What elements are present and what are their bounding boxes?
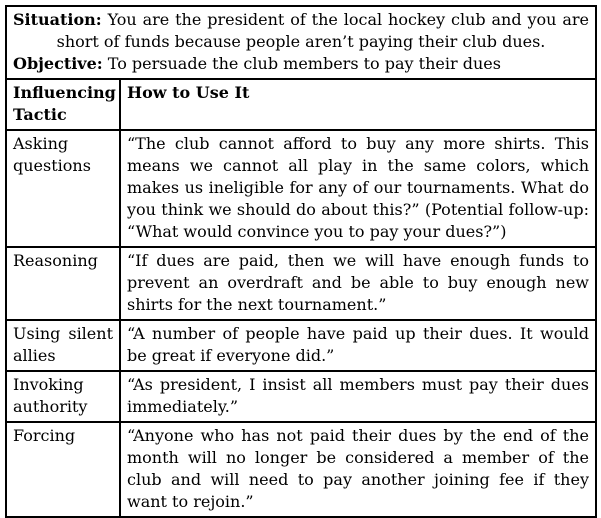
scenario-cell [6,6,596,79]
situation-paragraph [13,9,589,53]
scenario-header-row [6,6,596,79]
situation-label: Situation: [13,10,102,29]
usage-cell: “The club cannot afford to buy any more shirts. This means we cannot all play in the same colors, which makes us ineligible for any of our tournaments. What do you think we should do about this?” (Potential follow-up: “What would convince you to pay your dues?”) [120,130,596,247]
column-header-tactic: Influencing Tactic [6,79,120,130]
tactic-cell: Forcing [6,422,120,517]
influencing-tactics-table [5,5,597,518]
column-header-usage: How to Use It [120,79,596,130]
objective-label: Objective: [13,54,103,73]
objective-paragraph [13,53,589,75]
tactic-cell: Asking questions [6,130,120,247]
usage-cell: “As president, I insist all members must pay their dues immediately.” [120,371,596,422]
table-row [6,247,596,320]
table-row [6,371,596,422]
table-row [6,320,596,371]
usage-cell: “If dues are paid, then we will have enough funds to prevent an overdraft and be able to buy enough new shirts for the next tournament.” [120,247,596,320]
usage-cell: “Anyone who has not paid their dues by the end of the month will no longer be considered a member of the club and will need to pay another joining fee if they want to rejoin.” [120,422,596,517]
table-row [6,130,596,247]
tactic-cell: Using silent allies [6,320,120,371]
table-row [6,422,596,517]
tactic-cell: Invoking authority [6,371,120,422]
objective-text: To persuade the club members to pay their dues [107,54,501,73]
situation-text: You are the president of the local hockey club and you are short of funds because people aren’t paying their club dues. [56,10,589,51]
tactic-cell: Reasoning [6,247,120,320]
column-header-row [6,79,596,130]
usage-cell: “A number of people have paid up their dues. It would be great if everyone did.” [120,320,596,371]
